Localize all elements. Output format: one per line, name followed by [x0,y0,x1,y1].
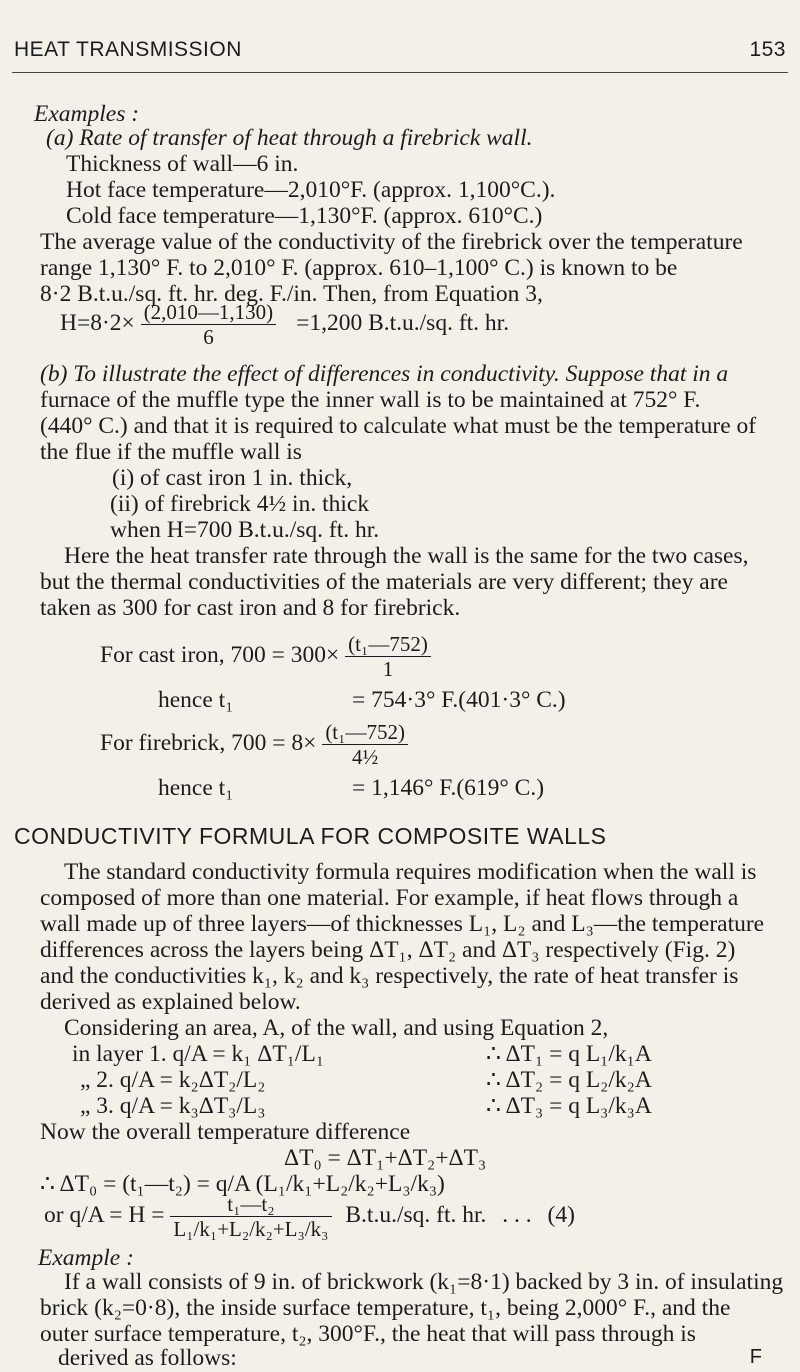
layer-2-left: „ 2. q/A = k₂ΔT₂/L₂ [80,1067,266,1093]
cast-iron-numerator: (t₁—752) [345,632,431,657]
layer-1-right: ∴ ΔT₁ = q L₁/k₁A [486,1041,652,1067]
signature-mark: F [749,1346,762,1368]
example-a-hot-face: Hot face temperature—2,010°F. (approx. 1,100°C.). [66,177,556,203]
example-2-line-2: brick (k₂=0·8), the inside surface temperature, t₁, being 2,000° F., and the [40,1295,731,1321]
header-rule [12,72,788,73]
example-b-case-ii: (ii) of firebrick 4½ in. thick [110,491,370,517]
firebrick-left: For firebrick, 700 = 8× [100,729,317,756]
section-para-1: The standard conductivity formula requires modification when the wall is [64,859,757,885]
section-para-7: Considering an area, A, of the wall, and using Equation 2, [64,1015,609,1041]
therefore-equation: ∴ ΔT₀ = (t₁—t₂) = q/A (L₁/k₁+L₂/k₂+L₃/k₃) [40,1171,445,1197]
eq-a-right: =1,200 B.t.u./sq. ft. hr. [296,309,510,336]
example-b-line-4: the flue if the muffle wall is [40,439,302,465]
overall-difference: Now the overall temperature difference [40,1119,411,1145]
eq4-dots: . . . [502,1201,532,1228]
example-b-intro: (b) To illustrate the effect of differences in conductivity. Suppose that in a [40,361,729,387]
example-2-line-3: outer surface temperature, t₂, 300°F., the heat that will pass through is [40,1321,696,1347]
eq-a-left: H=8·2× [60,309,135,336]
section-heading: CONDUCTIVITY FORMULA FOR COMPOSITE WALLS [14,823,607,849]
cast-iron-denominator: 1 [382,657,394,681]
header-title: HEAT TRANSMISSION [14,38,242,61]
example-a-equation [60,300,509,349]
firebrick-numerator: (t₁—752) [322,720,408,745]
example-a-para-2: range 1,130° F. to 2,010° F. (approx. 610–1,100° C.) is known to be [40,255,678,281]
example-2-line-4: derived as follows: [58,1345,237,1371]
example-b-line-1 [40,360,728,388]
eq4-numerator: t₁—t₂ [170,1192,331,1217]
layer-2-right: ∴ ΔT₂ = q L₂/k₂A [486,1067,652,1093]
example-a-title: (a) Rate of transfer of heat through a firebrick wall. [46,125,533,151]
page-number: 153 [749,38,786,61]
layer-3-left: „ 3. q/A = k₃ΔT₃/L₃ [80,1093,266,1119]
layer-1-left: in layer 1. q/A = k₁ ΔT₁/L₁ [72,1041,325,1067]
cast-iron-equation [100,632,431,681]
running-head [14,38,786,62]
example-a-para-3: 8·2 B.t.u./sq. ft. hr. deg. F./in. Then, from Equation 3, [40,281,543,307]
section-para-5: and the conductivities k₁, k₂ and k₃ respectively, the rate of heat transfer is [40,963,739,989]
cast-iron-left: For cast iron, 700 = 300× [100,641,340,668]
eq4-fraction [170,1192,331,1241]
example-b-here-1: Here the heat transfer rate through the wall is the same for the two cases, [64,543,749,569]
example-b-line-3: (440° C.) and that it is required to calculate what must be the temperature of [40,413,757,439]
example-b-here-2: but the thermal conductivities of the materials are very different; they are [40,569,728,595]
example-b-when: when H=700 B.t.u./sq. ft. hr. [110,517,380,543]
section-para-3: wall made up of three layers—of thicknesses L₁, L₂ and L₃—the temperature [40,911,765,937]
section-para-2: composed of more than one material. For example, if heat flows through a [40,885,739,911]
firebrick-equation [100,720,408,769]
cast-iron-fraction [345,632,431,681]
eq-a-numerator: (2,010—1,130) [141,300,277,325]
example-a-cold-face: Cold face temperature—1,130°F. (approx. 610°C.) [66,203,543,229]
eq-a-denominator: 6 [203,325,214,349]
example-b-case-i: (i) of cast iron 1 in. thick, [112,465,353,491]
example-a-thickness: Thickness of wall—6 in. [66,151,299,177]
eq-a-fraction [141,300,277,349]
eq4-left: or q/A = H = [44,1201,165,1228]
cast-iron-hence-label: hence t₁ [158,687,234,713]
examples-label: Examples : [34,101,140,127]
example-b-here-3: taken as 300 for cast iron and 8 for firebrick. [40,595,461,621]
cast-iron-hence-value: = 754·3° F.(401·3° C.) [352,687,566,713]
eq4-tag: (4) [547,1201,575,1228]
equation-4 [44,1192,575,1241]
section-para-6: derived as explained below. [40,989,301,1015]
firebrick-hence-value: = 1,146° F.(619° C.) [352,775,545,801]
example-2-label: Example : [38,1245,134,1271]
sum-equation: ΔT₀ = ΔT₁+ΔT₂+ΔT₃ [284,1145,487,1171]
example-2-line-1: If a wall consists of 9 in. of brickwork (k₁=8·1) backed by 3 in. of insulating [64,1269,784,1295]
section-para-4: differences across the layers being ΔT₁, ΔT₂ and ΔT₃ respectively (Fig. 2) [40,937,736,963]
example-a-para-1: The average value of the conductivity of the firebrick over the temperature [40,229,743,255]
example-b-line-2: furnace of the muffle type the inner wall is to be maintained at 752° F. [40,387,701,413]
firebrick-denominator: 4½ [352,745,379,769]
eq4-units: B.t.u./sq. ft. hr. [345,1201,487,1228]
firebrick-fraction [322,720,408,769]
firebrick-hence-label: hence t₁ [158,775,234,801]
layer-3-right: ∴ ΔT₃ = q L₃/k₃A [486,1093,652,1119]
eq4-denominator: L₁/k₁+L₂/k₂+L₃/k₃ [173,1217,329,1241]
